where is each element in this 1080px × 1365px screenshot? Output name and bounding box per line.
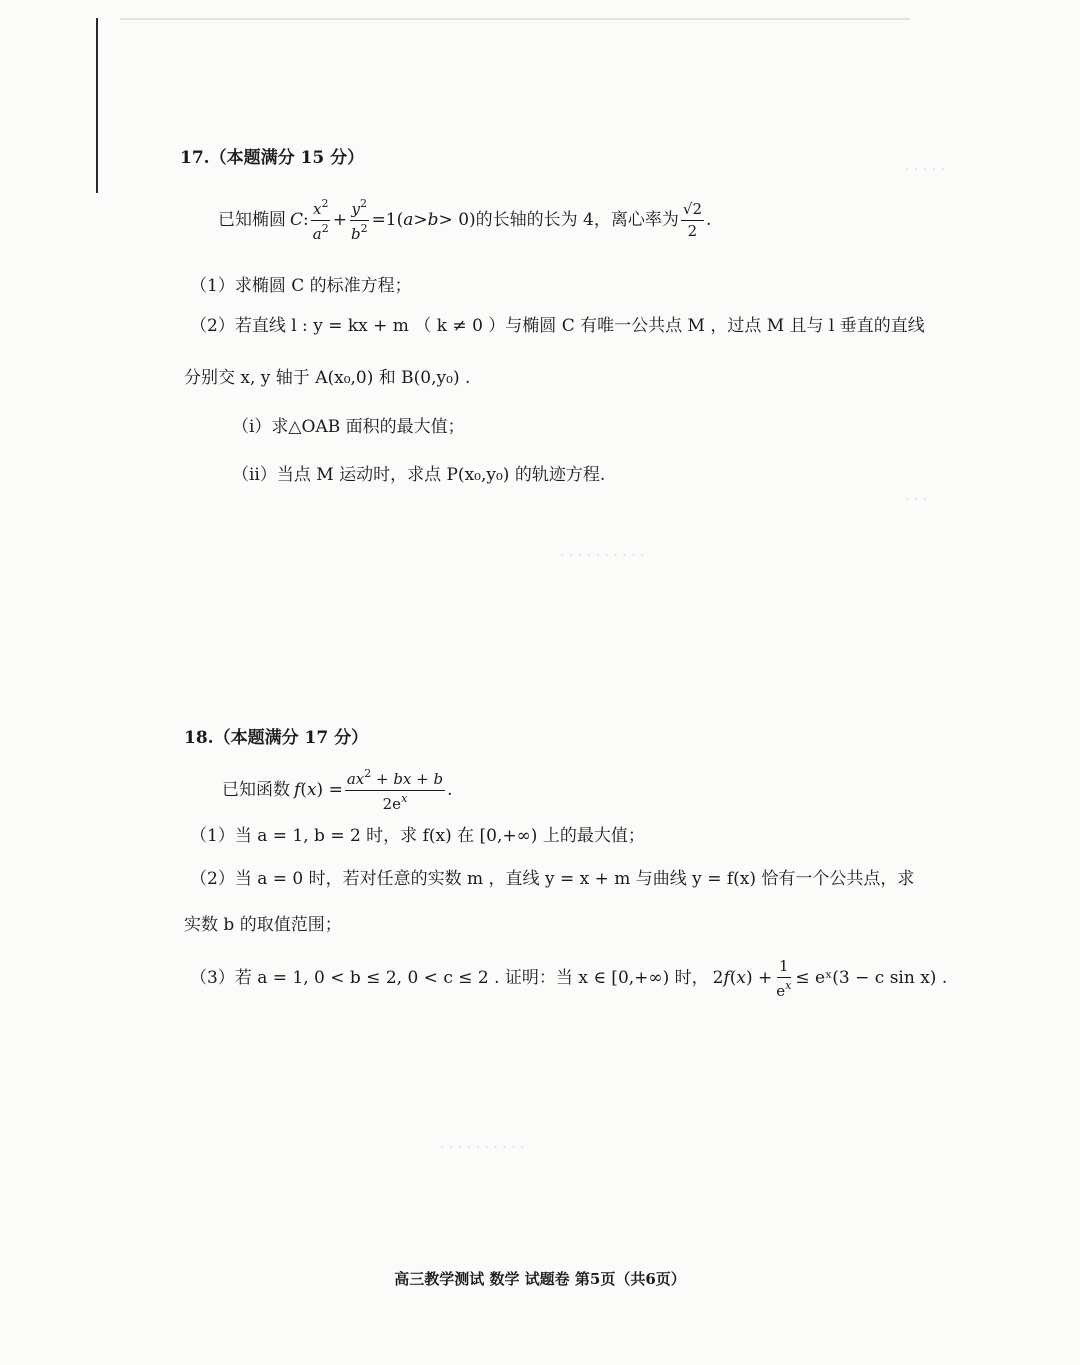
problem-17-part-1: （1）求椭圆 C 的标准方程； bbox=[190, 276, 412, 296]
problem-18-part-2: （2）当 a = 0 时，若对任意的实数 m ，直线 y = x + m 与曲线 y = f(x) 恰有一个公共点，求 bbox=[190, 869, 915, 889]
scan-edge bbox=[96, 18, 98, 193]
problem-17-stem: 已知椭圆 C : $\frac{x^2}{a^2}$ + $\frac{y^2}{b^2}$ =1( a > b > 0) 的长轴的长为 4，离心率为 $\frac{√2}{2}$ . bbox=[218, 197, 712, 243]
problem-18-stem-pre: 已知函数 bbox=[222, 779, 290, 800]
problem-18-part-1: （1）当 a = 1, b = 2 时，求 f(x) 在 [0,+∞) 上的最大值； bbox=[190, 826, 645, 846]
problem-18-part-3-pre: （3）若 a = 1, 0 < b ≤ 2, 0 < c ≤ 2 . 证明：当 x ∈ [0,+∞) 时， bbox=[190, 968, 709, 988]
problem-18-stem bbox=[222, 768, 453, 812]
problem-18-part-2-cont: 实数 b 的取值范围； bbox=[184, 915, 342, 935]
ellipse-equation: C : $\frac{x^2}{a^2}$ + $\frac{y^2}{b^2}$ =1( a > b > 0) bbox=[290, 197, 476, 243]
page-footer: 高三教学测试 数学 试题卷 第5页（共6页） bbox=[394, 1270, 686, 1288]
bleed-through: · · · · · · · · · · bbox=[560, 548, 645, 564]
problem-17-stem-post: 的长轴的长为 4，离心率为 bbox=[475, 209, 679, 230]
bleed-through: · · · bbox=[905, 492, 928, 508]
problem-18-part-3 bbox=[190, 958, 947, 999]
problem-17-stem-pre: 已知椭圆 bbox=[218, 209, 286, 230]
scan-edge-top bbox=[120, 18, 910, 20]
problem-17-part-2-ii: （ii）当点 M 运动时，求点 P(x₀,y₀) 的轨迹方程. bbox=[232, 465, 606, 485]
problem-18-header: 18.（本题满分 17 分） bbox=[184, 728, 369, 748]
inequality-lhs: 2 f ( x ) + $\frac{1}{e^x}$ bbox=[712, 957, 792, 1000]
problem-17-part-2-i: （i）求△OAB 面积的最大值； bbox=[232, 417, 465, 437]
problem-17-header: 17.（本题满分 15 分） bbox=[180, 148, 365, 168]
bleed-through: · · · · · · · · · · bbox=[440, 1140, 525, 1156]
function-definition: f ( x ) = $\frac{ax^2 + bx + b}{2e^x}$ . bbox=[294, 767, 453, 813]
problem-17-part-2-cont: 分别交 x, y 轴于 A(x₀,0) 和 B(0,y₀) . bbox=[184, 368, 471, 388]
problem-18-part-3-post: ≤ eˣ(3 − c sin x) . bbox=[795, 968, 948, 988]
bleed-through: · · · · · bbox=[905, 162, 946, 178]
eccentricity-fraction: $\frac{√2}{2}$ bbox=[682, 200, 702, 240]
problem-17-part-2: （2）若直线 l : y = kx + m （ k ≠ 0 ）与椭圆 C 有唯一公共点 M ，过点 M 且与 l 垂直的直线 bbox=[190, 316, 925, 336]
